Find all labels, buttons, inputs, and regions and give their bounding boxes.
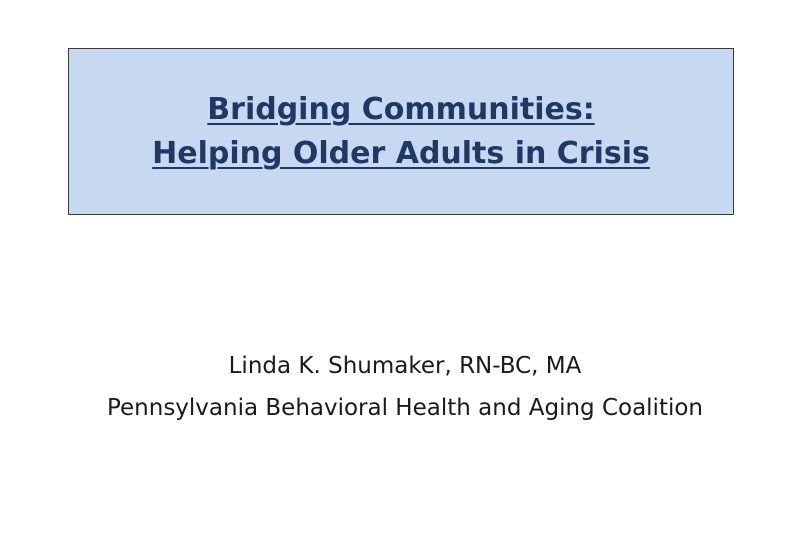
author-name: Linda K. Shumaker, RN-BC, MA <box>228 353 582 379</box>
title-line-2: Helping Older Adults in Crisis <box>152 135 650 171</box>
title-box <box>68 48 734 215</box>
organization-name: Pennsylvania Behavioral Health and Aging Coalition <box>106 395 704 421</box>
subtitle <box>0 345 810 429</box>
title-line-1: Bridging Communities: <box>207 91 595 127</box>
